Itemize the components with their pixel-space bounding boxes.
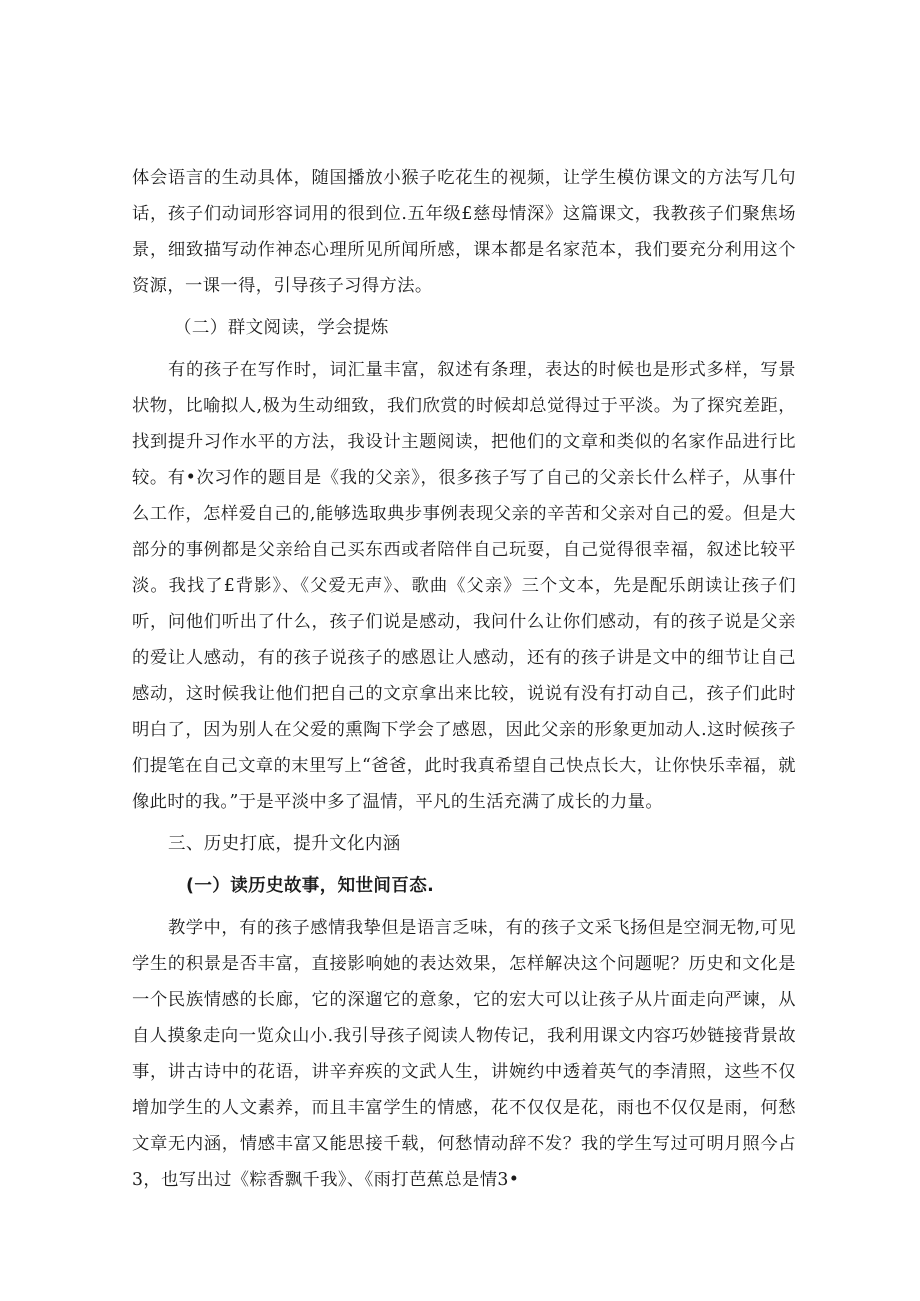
paragraph-2: 有的孩子在写作时，词汇量丰富，叙述有条理，表达的时候也是形式多样，写景状物，比喻拟人,极为生动细致，我们欣赏的时候却总觉得过于平淡。为了探究差距，找到提升习作水平的方法，我设计主题阅读，把他们的文章和类似的名家作品进行比较。有•次习作的题目是《我的父亲》，很多孩子写了自己的父亲长什么样子，从事什么工作，怎样爱自己的,能够选取典步事例表现父亲的辛苦和父亲对自己的爱。但是大部分的事例都是父亲给自己买东西或者陪伴自己玩耍，自己觉得很幸福，叙述比较平淡。我找了£背影》、《父爱无声》、歌曲《父亲》三个文本，先是配乐朗读让孩子们听，问他们听出了什么，孩子们说是感动，我问什么让你们感动，有的孩子说是父亲的爱让人感动，有的孩子说孩子的感恩让人感动，还有的孩子讲是文中的细节让自己感动，这时候我让他们把自己的文京拿出来比较，说说有没有打动自己，孩子们此时明白了，因为别人在父爱的熏陶下学会了感恩，因此父亲的形象更加动人.这时候孩子们提笔在自己文章的末里写上“爸爸，此时我真希望自己快点长大，让你快乐幸福，就像此时的我。”于是平淡中多了温情，平凡的生活充满了成长的力量。 [132,360,796,812]
paragraph-3: 教学中，有的孩子感情我挚但是语言乏味，有的孩子文采飞扬但是空洞无物,可见学生的积景是否丰富，直接影响她的表达效果，怎样解决这个问题呢？历史和文化是一个民族情感的长廊，它的深遛它的意象，它的宏大可以让孩子从片面走向严谏，从自人摸象走向一览众山小.我引导孩子阅读人物传记，我利用课文内容巧妙链接背景故事，讲古诗中的花语，讲辛弃疾的文武人生，讲婉约中透着英气的李清照，这些不仅增加学生的人文素养，而且丰富学生的情感，花不仅仅是花，雨也不仅仅是雨，何愁文章无内涵，情感丰富又能思接千载，何愁情动辞不发？我的学生写过可明月照今占3，也写出过《粽香飘千我》、《雨打芭蕉总是情3• [132,918,796,1190]
paragraph-1: 体会语言的生动具体，随国播放小猴子吃花生的视频，让学生模仿课文的方法写几句话，孩子们动词形容词用的很到位.五年级£慈母情深》这篇课文，我教孩子们聚焦场景，细致描写动作神态心理所见所闻所感，课本都是名家范本，我们要充分利用这个资源，一课一得，引导孩子习得方法。 [132,168,796,296]
section-subheading-history-stories: (一）读历史故事，知世间百态. [186,876,435,896]
section-subheading-group-reading: （二）群文阅读，学会提炼 [174,318,389,338]
document-body [132,160,796,1198]
section-heading-history: 三、历史打底，提升文化内涵 [168,834,401,854]
